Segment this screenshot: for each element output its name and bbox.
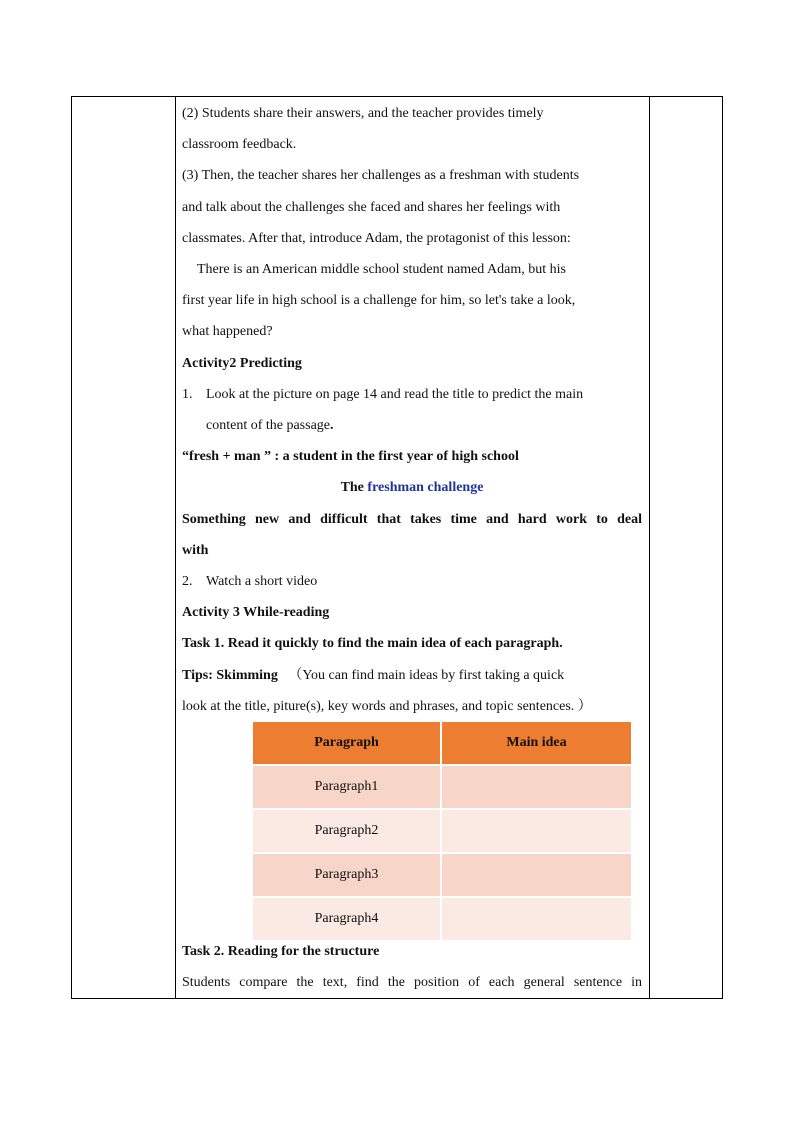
task2-text: Students compare the text, find the position of each general sentence in bbox=[182, 975, 642, 991]
text-line: and talk about the challenges she faced and shares her feelings with bbox=[182, 199, 561, 215]
text-line: what happened? bbox=[182, 324, 273, 340]
tips-line-2: look at the title, piture(s), key words and phrases, and topic sentences. ） bbox=[182, 698, 592, 714]
table-row bbox=[253, 853, 631, 897]
table-row bbox=[253, 897, 631, 940]
text-line: classmates. After that, introduce Adam, the protagonist of this lesson: bbox=[182, 230, 571, 246]
table-header-row bbox=[253, 722, 631, 765]
column-divider-left bbox=[175, 97, 176, 998]
activity3-heading: Activity 3 While-reading bbox=[182, 605, 330, 621]
passage-title bbox=[182, 472, 642, 503]
lesson-content bbox=[182, 98, 642, 722]
item-text: Look at the picture on page 14 and read the title to predict the main bbox=[206, 386, 584, 402]
activity2-heading: Activity2 Predicting bbox=[182, 355, 302, 371]
table-row bbox=[253, 809, 631, 853]
text-line: (2) Students share their answers, and the teacher provides timely bbox=[182, 106, 544, 121]
title-colored: freshman challenge bbox=[367, 480, 484, 496]
table-cell-paragraph: Paragraph3 bbox=[253, 853, 441, 897]
text-line: There is an American middle school student named Adam, but his bbox=[197, 262, 566, 278]
task1-heading: Task 1. Read it quickly to find the main idea of each paragraph. bbox=[182, 636, 563, 652]
table-cell-paragraph: Paragraph4 bbox=[253, 897, 441, 940]
item-number: 2. bbox=[182, 574, 193, 590]
table-cell-main-idea[interactable] bbox=[441, 853, 631, 897]
title-prefix: The bbox=[340, 480, 368, 496]
tips-line bbox=[182, 660, 642, 691]
tips-text: （You can find main ideas by first taking a quick bbox=[288, 667, 565, 683]
header-main-idea: Main idea bbox=[441, 722, 631, 765]
column-divider-right bbox=[649, 97, 650, 998]
numbered-item-1 bbox=[182, 379, 642, 410]
task2-heading: Task 2. Reading for the structure bbox=[182, 944, 380, 959]
header-paragraph: Paragraph bbox=[253, 722, 441, 765]
challenge-definition: Something new and difficult that takes time and hard work to deal bbox=[182, 511, 642, 527]
text-line: classroom feedback. bbox=[182, 137, 297, 153]
item-number: 1. bbox=[182, 386, 193, 402]
table-cell-main-idea[interactable] bbox=[441, 809, 631, 853]
freshman-definition: “fresh + man ” : a student in the first year of high school bbox=[182, 449, 519, 465]
table-row bbox=[253, 765, 631, 809]
numbered-item-2 bbox=[182, 566, 642, 597]
table-cell-paragraph: Paragraph1 bbox=[253, 765, 441, 809]
item-text: Watch a short video bbox=[206, 574, 318, 590]
text-line: (3) Then, the teacher shares her challenges as a freshman with students bbox=[182, 168, 580, 184]
table-cell-paragraph: Paragraph2 bbox=[253, 809, 441, 853]
tips-label: Tips: Skimming bbox=[182, 667, 278, 683]
item-period: . bbox=[330, 418, 334, 434]
table-cell-main-idea[interactable] bbox=[441, 765, 631, 809]
table-cell-main-idea[interactable] bbox=[441, 897, 631, 940]
challenge-definition-end: with bbox=[182, 542, 209, 558]
item-text-continued-span: content of the passage bbox=[206, 418, 331, 434]
item-text-continued bbox=[182, 410, 642, 441]
text-line: first year life in high school is a challenge for him, so let's take a look, bbox=[182, 293, 576, 309]
main-idea-table bbox=[253, 722, 631, 940]
lesson-content-bottom bbox=[182, 936, 642, 998]
